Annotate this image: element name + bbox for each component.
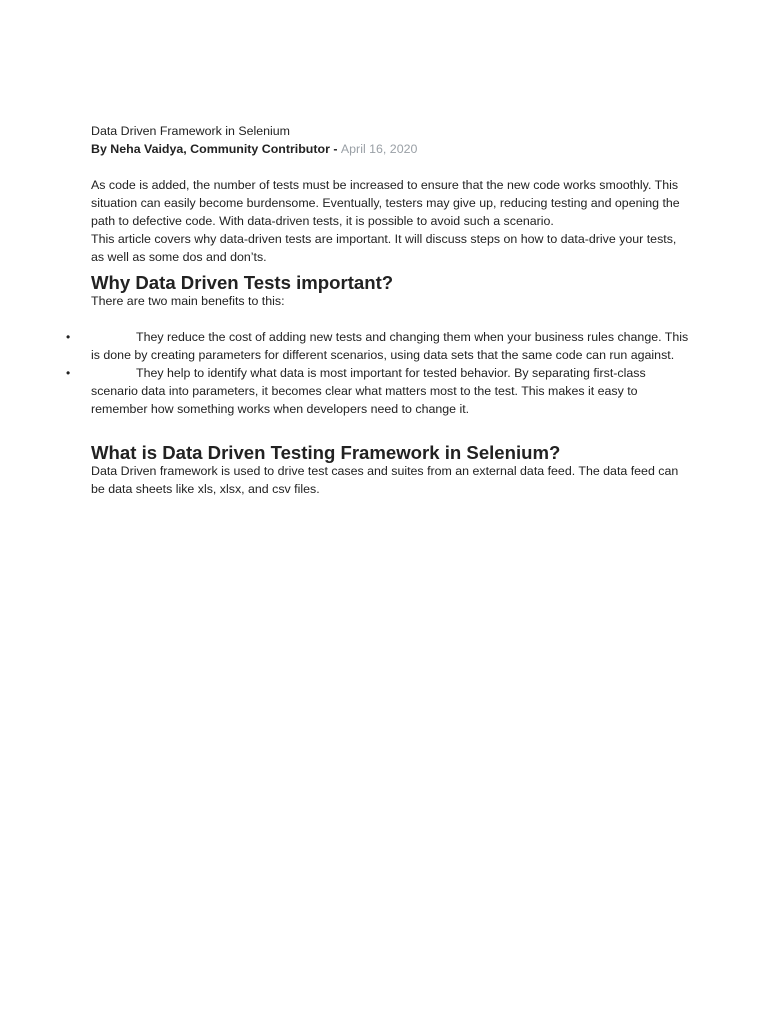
list-item — [66, 328, 691, 364]
what-body-text: Data Driven framework is used to drive test cases and suites from an external data feed. The data feed can be data sheets like xls, xlsx, and csv files. — [91, 464, 679, 496]
benefits-list — [66, 328, 691, 418]
article-title: Data Driven Framework in Selenium — [91, 124, 291, 138]
bullet-text: They help to identify what data is most important for tested behavior. By separating first-class scenario data into parameters, it becomes clear what matters most to the test. This makes it easy to remember how something works when developers need to change it. — [91, 366, 646, 416]
intro-paragraph-2: This article covers why data-driven tests are important. It will discuss steps on how to data-drive your tests, as well as some dos and don’ts. — [91, 232, 677, 264]
why-lead-text: There are two main benefits to this: — [91, 294, 285, 308]
list-item — [66, 364, 691, 418]
article-byline — [91, 140, 691, 158]
bullet-icon: • — [66, 366, 71, 380]
why-heading: Why Data Driven Tests important? — [91, 272, 394, 293]
intro-paragraph-1: As code is added, the number of tests must be increased to ensure that the new code works smoothly. This situation can easily become burdensome. Eventually, testers may give up, reducing testing and opening the path to defective code. With data-driven tests, it is possible to avoid such a scenario. — [91, 178, 680, 228]
bullet-icon: • — [66, 330, 71, 344]
publish-date: April 16, 2020 — [340, 142, 418, 156]
bullet-text: They reduce the cost of adding new tests and changing them when your business rules change. This is done by creating parameters for different scenarios, using data sets that the same code can run against. — [91, 330, 689, 362]
document-body — [66, 122, 691, 498]
what-heading: What is Data Driven Testing Framework in Selenium? — [91, 442, 561, 463]
author-text: By Neha Vaidya, Community Contributor - — [91, 142, 341, 156]
